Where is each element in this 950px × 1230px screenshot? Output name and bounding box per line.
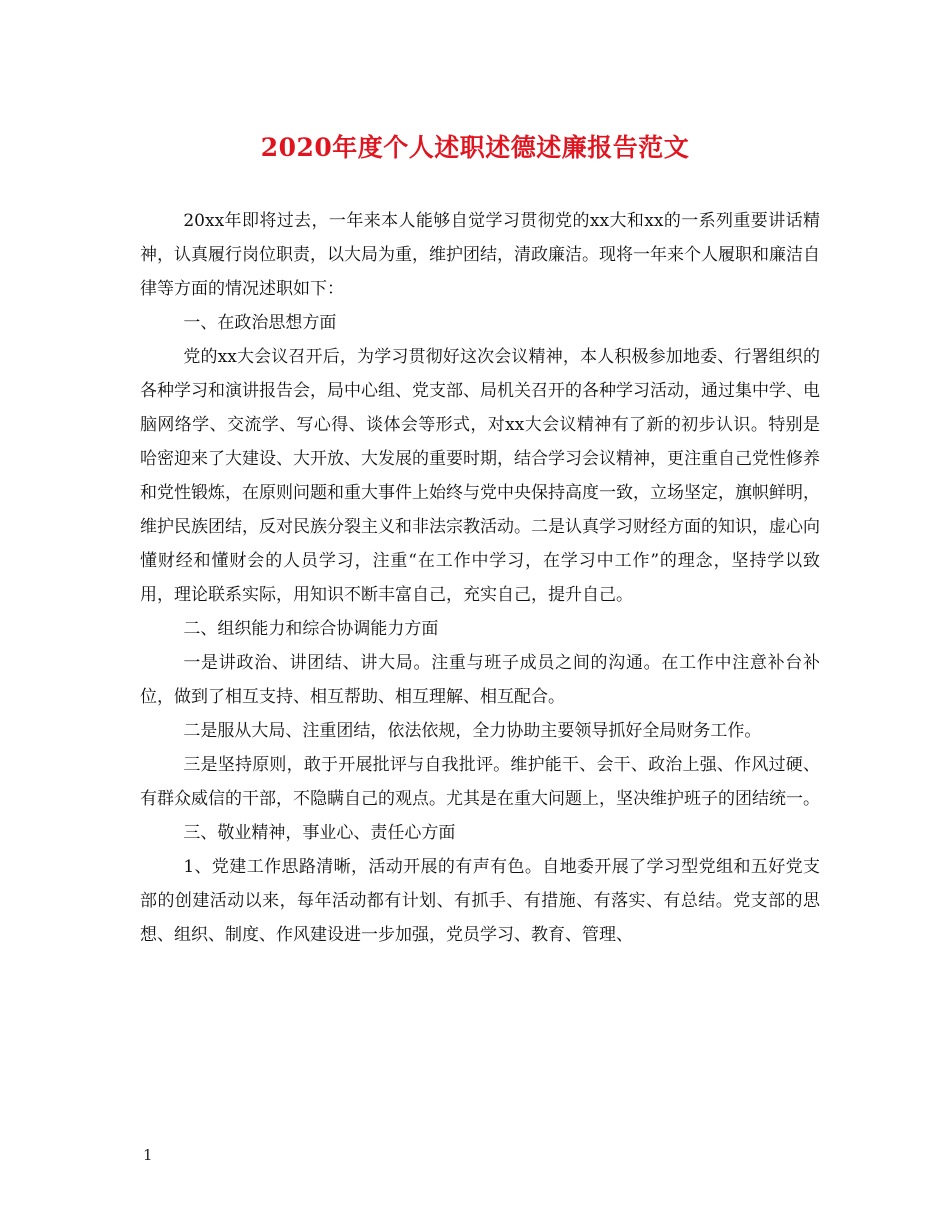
paragraph-organization-1: 一是讲政治、讲团结、讲大局。注重与班子成员之间的沟通。在工作中注意补台补位，做到了相互支持、相互帮助、相互理解、相互配合。: [140, 653, 820, 707]
paragraph-organization-2: 二是服从大局、注重团结，依法依规，全力协助主要领导抓好全局财务工作。: [183, 721, 762, 741]
paragraph-intro: 20xx年即将过去，一年来本人能够自觉学习贯彻党的xx大和xx的一系列重要讲话精神，认真履行岗位职责，以大局为重，维护团结，清政廉洁。现将一年来个人履职和廉洁自律等方面的情况述职如下：: [140, 211, 820, 299]
paragraph-organization-3: 三是坚持原则，敢于开展批评与自我批评。维护能干、会干、政治上强、作风过硬、有群众威信的干部，不隐瞒自己的观点。尤其是在重大问题上，坚决维护班子的团结统一。: [140, 755, 820, 809]
section-heading-organization: 二、组织能力和综合协调能力方面: [183, 619, 439, 639]
section-heading-dedication: 三、敬业精神，事业心、责任心方面: [183, 823, 456, 843]
paragraph-political: 党的xx大会议召开后，为学习贯彻好这次会议精神，本人积极参加地委、行署组织的各种学习和演讲报告会，局中心组、党支部、局机关召开的各种学习活动，通过集中学、电脑网络学、交流学、写心得、谈体会等形式，对xx大会议精神有了新的初步认识。特别是哈密迎来了大建设、大开放、大发展的重要时期，结合学习会议精神，更注重自己党性修养和党性锻炼，在原则问题和重大事件上始终与党中央保持高度一致，立场坚定，旗帜鲜明，维护民族团结，反对民族分裂主义和非法宗教活动。二是认真学习财经方面的知识，虚心向懂财经和懂财会的人员学习，注重“在工作中学习，在学习中工作”的理念，坚持学以致用，理论联系实际，用知识不断丰富自己，充实自己，提升自己。: [140, 347, 820, 605]
paragraph-dedication-1: 1、党建工作思路清晰，活动开展的有声有色。自地委开展了学习型党组和五好党支部的创建活动以来，每年活动都有计划、有抓手、有措施、有落实、有总结。党支部的思想、组织、制度、作风建设进一步加强，党员学习、教育、管理、: [140, 857, 820, 945]
section-heading-political: 一、在政治思想方面: [183, 313, 337, 333]
page-number: 1: [143, 1146, 153, 1164]
document-title: 2020年度个人述职述德述廉报告范文: [260, 133, 690, 162]
document-body: [140, 204, 820, 952]
